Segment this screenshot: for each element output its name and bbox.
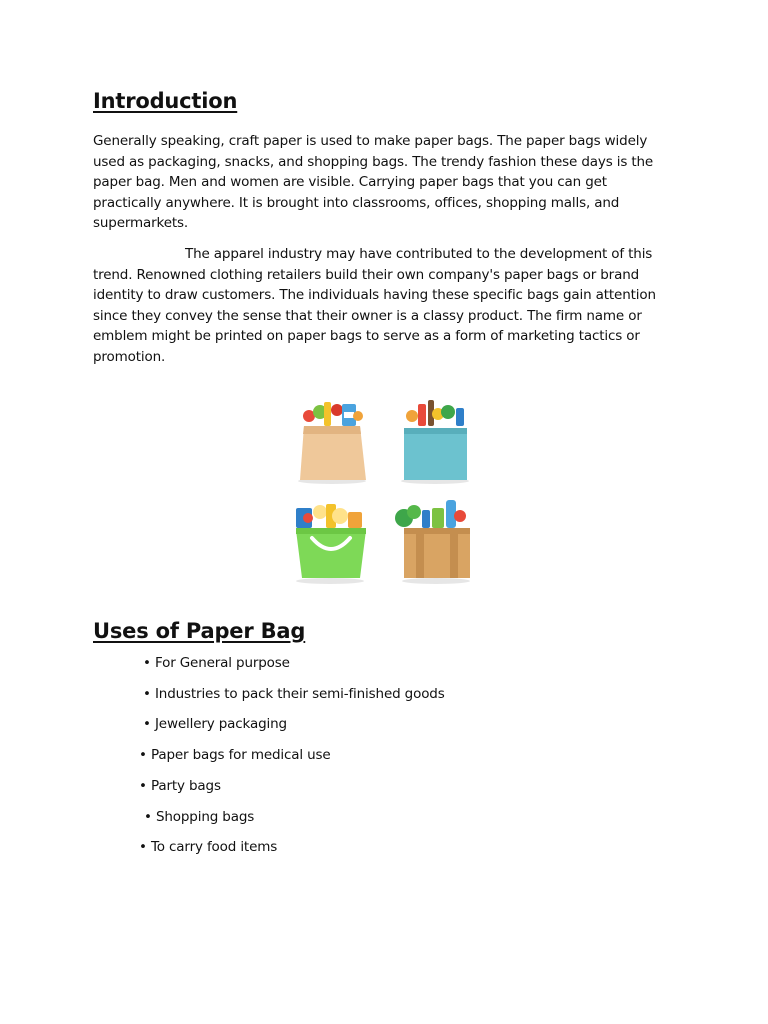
list-item: • Paper bags for medical use bbox=[139, 747, 331, 763]
list-item: • Industries to pack their semi-finished goods bbox=[143, 686, 445, 702]
list-item: • For General purpose bbox=[143, 655, 290, 671]
list-item: • Shopping bags bbox=[144, 809, 255, 825]
intro-paragraph-1: Generally speaking, craft paper is used to make paper bags. The paper bags widely used as packaging, snacks, and shopping bags. The trendy fashion these days is the paper bag. Men and women are visible. Carrying paper bags that you can get practically anywhere. It is brought into classrooms, offices, shopping malls, and supermarkets. bbox=[93, 133, 654, 232]
list-item: • To carry food items bbox=[139, 839, 278, 855]
kraft-grocery-bag-icon bbox=[298, 402, 366, 484]
list-item: • Jewellery packaging bbox=[143, 716, 287, 732]
introduction-heading: Introduction bbox=[93, 89, 238, 113]
green-tote-bag-icon bbox=[296, 504, 366, 584]
brown-shopping-bag-icon bbox=[395, 500, 470, 584]
uses-heading: Uses of Paper Bag bbox=[93, 619, 306, 643]
intro-paragraph-2: The apparel industry may have contributed to the development of this trend. Renowned clothing retailers build their own company's paper bags or brand identity to draw customers. The individuals having these specific bags gain attention since they convey the sense that their owner is a classy product. The firm name or emblem might be printed on paper bags to serve as a form of marketing tactics or promotion. bbox=[93, 246, 656, 365]
blue-grocery-bag-icon bbox=[401, 400, 469, 484]
list-item: • Party bags bbox=[139, 778, 221, 794]
paper-bags-illustration bbox=[262, 378, 506, 602]
